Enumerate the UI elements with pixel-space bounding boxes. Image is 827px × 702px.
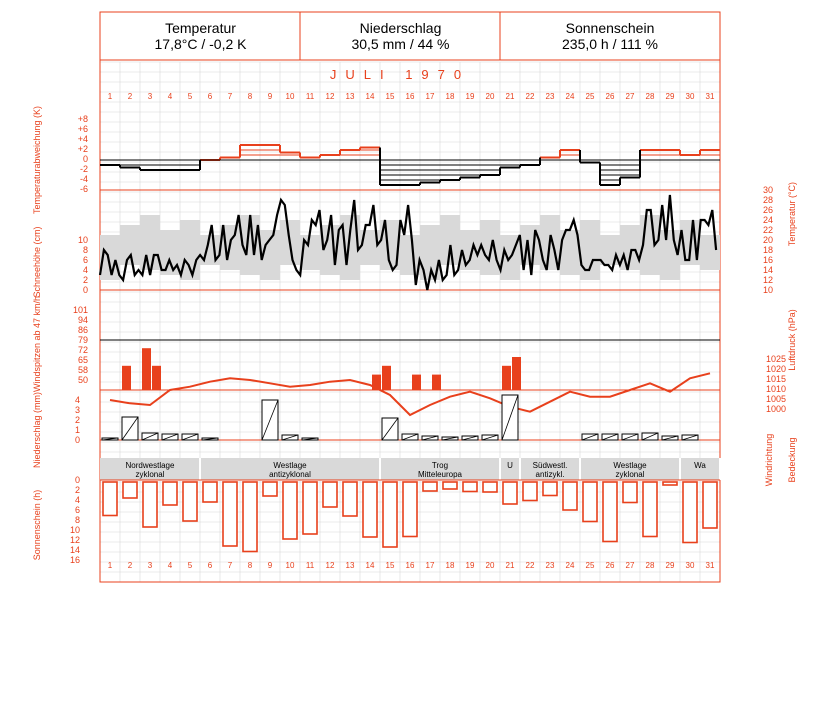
day-label: 26: [605, 92, 615, 101]
day-label: 10: [285, 561, 295, 570]
day-label: 6: [207, 92, 213, 101]
sunshine-tick: 12: [69, 535, 80, 545]
weather-type-sublabel: zyklonal: [135, 470, 165, 479]
sunshine-tick: 2: [74, 485, 80, 495]
wind-gust-bar: [432, 375, 441, 390]
day-label: 27: [625, 561, 635, 570]
temperature-tick: 18: [763, 245, 774, 255]
day-label: 9: [267, 561, 273, 570]
deviation-tick: 0: [82, 154, 88, 164]
deviation-tick: -4: [79, 174, 88, 184]
day-label: 14: [365, 561, 375, 570]
wind-tick: 101: [72, 305, 88, 315]
weather-type-label: Trog: [431, 461, 449, 470]
sunshine-bar: [383, 482, 397, 547]
precipitation-tick: 3: [74, 405, 80, 415]
wind-gust-bar: [152, 366, 161, 390]
snow-tick: 2: [82, 275, 88, 285]
wind-tick: 50: [77, 375, 88, 385]
day-label: 9: [267, 92, 273, 101]
precipitation-tick: 1: [74, 425, 80, 435]
temperature-tick: 28: [763, 195, 774, 205]
normal-band: [700, 235, 720, 270]
pressure-tick: 1025: [766, 354, 787, 364]
precipitation-axis-title: Niederschlag (mm): [32, 391, 42, 469]
wind-tick: 94: [77, 315, 88, 325]
normal-band: [580, 220, 600, 280]
day-label: 22: [525, 561, 535, 570]
day-label: 15: [385, 561, 395, 570]
snow-tick: 0: [82, 285, 88, 295]
wind-tick: 72: [77, 345, 88, 355]
sunshine-bar: [583, 482, 597, 522]
day-label: 10: [285, 92, 295, 101]
day-label: 3: [147, 92, 153, 101]
sunshine-bar: [603, 482, 617, 542]
sunshine-bar: [183, 482, 197, 521]
day-label: 8: [247, 92, 253, 101]
day-label: 18: [445, 561, 455, 570]
temperature-summary-value: 17,8°C / -0,2 K: [154, 36, 247, 52]
precipitation-tick: 2: [74, 415, 80, 425]
sunshine-tick: 14: [69, 545, 80, 555]
sunshine-tick: 0: [74, 475, 80, 485]
snow-axis-title: Schneehöhe (cm): [32, 226, 42, 298]
day-label: 31: [705, 561, 715, 570]
pressure-tick: 1015: [766, 374, 787, 384]
weather-type-label: Nordwestlage: [125, 461, 175, 470]
day-label: 16: [405, 92, 415, 101]
sunshine-bar: [223, 482, 237, 546]
weather-type-sublabel: Mitteleuropa: [417, 470, 463, 479]
sunshine-bar: [123, 482, 137, 498]
sunshine-bar: [343, 482, 357, 516]
sunshine-axis-title: Sonnenschein (h): [32, 489, 42, 561]
weather-type-sublabel: zyklonal: [615, 470, 645, 479]
day-label: 29: [665, 561, 675, 570]
sunshine-bar: [363, 482, 377, 537]
chart-title: JULI 1970: [329, 67, 471, 82]
day-label: 23: [545, 561, 555, 570]
sunshine-bar: [143, 482, 157, 527]
deviation-tick: +2: [77, 144, 88, 154]
sunshine-bar: [663, 482, 677, 485]
day-label: 12: [325, 92, 335, 101]
temperature-tick: 10: [763, 285, 774, 295]
day-label: 1: [107, 561, 113, 570]
weather-type-label: Westlage: [273, 461, 307, 470]
normal-band: [400, 235, 420, 275]
temperature-tick: 14: [763, 265, 774, 275]
day-label: 24: [565, 561, 575, 570]
weather-type-sublabel: antizyklonal: [269, 470, 311, 479]
day-label: 29: [665, 92, 675, 101]
wind-tick: 79: [77, 335, 88, 345]
normal-band: [440, 215, 460, 265]
day-label: 11: [305, 561, 315, 570]
normal-band: [160, 230, 180, 275]
pressure-tick: 1020: [766, 364, 787, 374]
day-label: 22: [525, 92, 535, 101]
sunshine-tick: 4: [74, 495, 80, 505]
sunshine-bar: [203, 482, 217, 502]
temperature-tick: 16: [763, 255, 774, 265]
day-label: 13: [345, 561, 355, 570]
snow-tick: 10: [77, 235, 88, 245]
day-label: 30: [685, 561, 695, 570]
snow-tick: 4: [82, 265, 88, 275]
day-label: 16: [405, 561, 415, 570]
sunshine-bar: [463, 482, 477, 492]
day-label: 31: [705, 92, 715, 101]
sunshine-bar: [563, 482, 577, 510]
temperature-summary-label: Temperatur: [165, 20, 236, 36]
precipitation-tick: 4: [74, 395, 80, 405]
pressure-tick: 1000: [766, 404, 787, 414]
day-label: 8: [247, 561, 253, 570]
sunshine-bar: [483, 482, 497, 492]
day-label: 6: [207, 561, 213, 570]
sunshine-bar: [503, 482, 517, 504]
temperature-tick: 12: [763, 275, 774, 285]
wind-gust-bar: [512, 357, 521, 390]
wind-tick: 65: [77, 355, 88, 365]
wind-axis-title: Windspitzen ab 47 km/h: [32, 295, 42, 393]
weather-type-label: Südwestl.: [532, 461, 568, 470]
temperature-tick: 24: [763, 215, 774, 225]
day-label: 24: [565, 92, 575, 101]
deviation-tick: +4: [77, 134, 88, 144]
day-label: 18: [445, 92, 455, 101]
sunshine-bar: [283, 482, 297, 539]
temperature-tick: 26: [763, 205, 774, 215]
day-label: 5: [187, 561, 193, 570]
sunshine-bar: [423, 482, 437, 491]
day-label: 4: [167, 92, 173, 101]
sunshine-tick: 6: [74, 505, 80, 515]
sunshine-bar: [543, 482, 557, 496]
wind-gust-bar: [502, 366, 511, 390]
pressure-axis-title: Luftdruck (hPa): [787, 309, 797, 371]
weather-type-label: Westlage: [613, 461, 647, 470]
temperature-axis-title: Temperatur (°C): [787, 181, 797, 247]
wind-tick: 58: [77, 365, 88, 375]
day-label: 7: [227, 92, 233, 101]
day-label: 19: [465, 561, 475, 570]
normal-band: [140, 215, 160, 270]
precipitation-summary-label: Niederschlag: [359, 20, 442, 36]
wind-gust-bar: [382, 366, 391, 390]
sunshine-bar: [163, 482, 177, 505]
sunshine-bar: [623, 482, 637, 503]
wind-gust-bar: [412, 375, 421, 390]
day-label: 20: [485, 561, 495, 570]
sunshine-tick: 10: [69, 525, 80, 535]
day-label: 2: [127, 92, 133, 101]
day-label: 27: [625, 92, 635, 101]
normal-band: [120, 225, 140, 265]
sunshine-bar: [303, 482, 317, 534]
cloud-cover-title: Bedeckung: [787, 437, 797, 483]
day-label: 15: [385, 92, 395, 101]
day-label: 21: [505, 561, 515, 570]
sunshine-bar: [683, 482, 697, 543]
day-label: 7: [227, 561, 233, 570]
day-label: 1: [107, 92, 113, 101]
snow-tick: 8: [82, 245, 88, 255]
wind-gust-bar: [122, 366, 131, 390]
sunshine-summary-label: Sonnenschein: [565, 20, 655, 36]
day-label: 4: [167, 561, 173, 570]
temperature-tick: 20: [763, 235, 774, 245]
pressure-tick: 1010: [766, 384, 787, 394]
precipitation-summary-value: 30,5 mm / 44 %: [351, 36, 450, 52]
weather-type-sublabel: antizykl.: [535, 470, 565, 479]
sunshine-bar: [643, 482, 657, 537]
sunshine-bar: [703, 482, 717, 528]
day-label: 21: [505, 92, 515, 101]
precipitation-tick: 0: [74, 435, 80, 445]
snow-tick: 6: [82, 255, 88, 265]
day-label: 25: [585, 92, 595, 101]
sunshine-bar: [403, 482, 417, 537]
day-label: 13: [345, 92, 355, 101]
sunshine-bar: [243, 482, 257, 552]
sunshine-bar: [103, 482, 117, 516]
day-label: 3: [147, 561, 153, 570]
sunshine-tick: 16: [69, 555, 80, 565]
wind-tick: 86: [77, 325, 88, 335]
sunshine-bar: [263, 482, 277, 496]
weather-type-label: U: [507, 461, 513, 470]
day-label: 17: [425, 92, 435, 101]
temperature-tick: 22: [763, 225, 774, 235]
weather-type-label: Wa: [694, 461, 706, 470]
deviation-tick: -2: [79, 164, 88, 174]
sunshine-bar: [323, 482, 337, 507]
temperature-tick: 30: [763, 185, 774, 195]
pressure-tick: 1005: [766, 394, 787, 404]
day-label: 14: [365, 92, 375, 101]
deviation-tick: -6: [79, 184, 88, 194]
deviation-axis-title: Temperaturabweichung (K): [32, 105, 42, 215]
sunshine-bar: [523, 482, 537, 501]
day-label: 23: [545, 92, 555, 101]
day-label: 25: [585, 561, 595, 570]
day-label: 12: [325, 561, 335, 570]
day-label: 28: [645, 561, 655, 570]
wind-direction-title: Windrichtung: [764, 433, 774, 487]
day-label: 28: [645, 92, 655, 101]
day-label: 5: [187, 92, 193, 101]
day-label: 30: [685, 92, 695, 101]
wind-gust-bar: [142, 348, 151, 390]
deviation-tick: +6: [77, 124, 88, 134]
sunshine-summary-value: 235,0 h / 111 %: [562, 36, 658, 52]
day-label: 2: [127, 561, 133, 570]
day-label: 11: [305, 92, 315, 101]
day-label: 17: [425, 561, 435, 570]
sunshine-bar: [443, 482, 457, 489]
day-label: 26: [605, 561, 615, 570]
deviation-tick: +8: [77, 114, 88, 124]
day-label: 19: [465, 92, 475, 101]
sunshine-tick: 8: [74, 515, 80, 525]
day-label: 20: [485, 92, 495, 101]
